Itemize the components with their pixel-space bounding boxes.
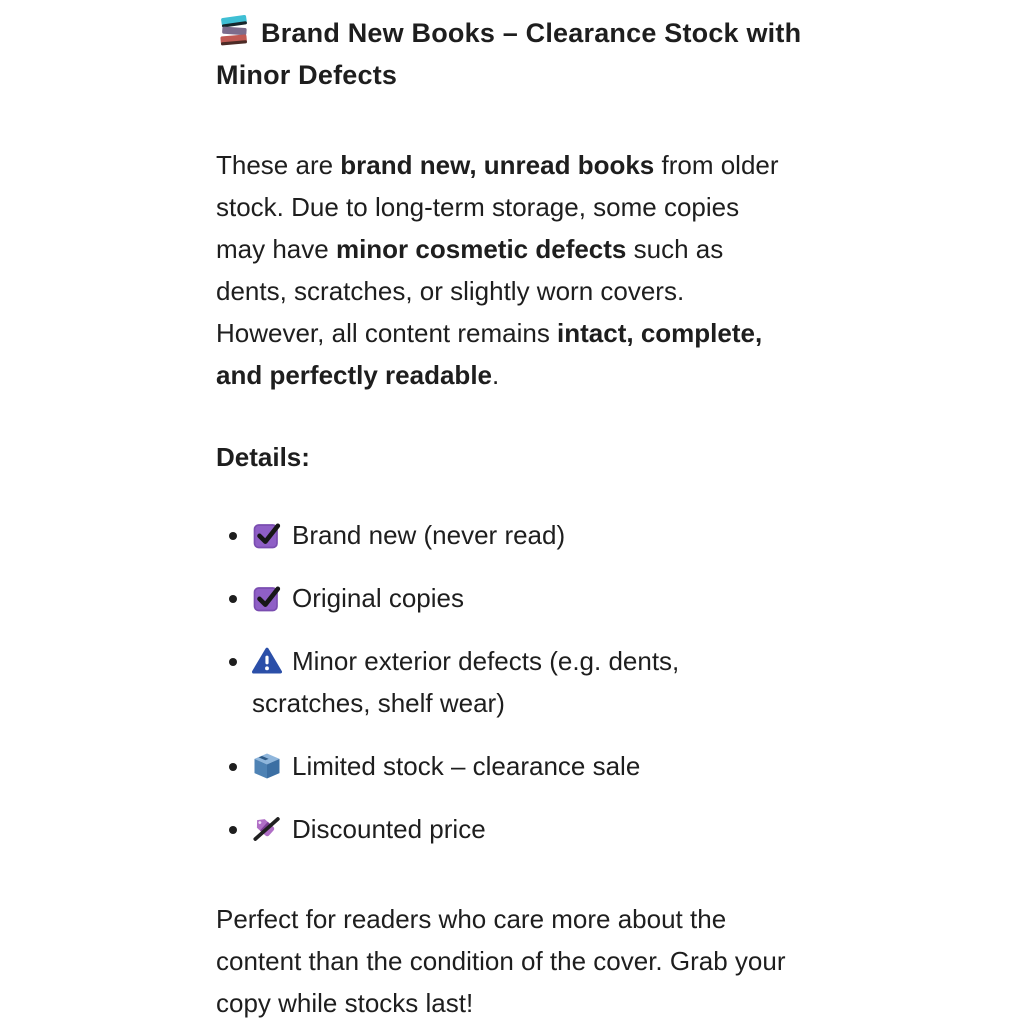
checkbox-icon: [252, 583, 282, 613]
intro-segment-bold: minor cosmetic defects: [335, 234, 627, 264]
list-item-text: Limited stock – clearance sale: [292, 751, 641, 781]
product-description: [216, 12, 856, 1024]
books-icon: [216, 12, 252, 48]
page-title-text: Brand New Books – Clearance Stock with Minor Defects: [216, 18, 802, 90]
list-item-original-copies: [252, 577, 778, 619]
checkbox-icon: [252, 520, 282, 550]
warning-icon: [252, 646, 282, 676]
page-title: [216, 12, 836, 96]
intro-segment-bold: intact, complete, and perfectly readable: [216, 318, 763, 390]
package-icon: [252, 751, 282, 781]
list-item-text: Brand new (never read): [292, 520, 566, 550]
list-item-text: Discounted price: [292, 814, 486, 844]
intro-segment-bold: brand new, unread books: [340, 150, 655, 180]
intro-segment: .: [492, 360, 500, 390]
list-item-minor-defects: [252, 640, 778, 724]
intro-paragraph: [216, 144, 782, 396]
outro-paragraph: Perfect for readers who care more about the content than the condition of the cover. Grab your copy while stocks last!: [216, 904, 786, 1018]
list-item-discounted-price: [252, 808, 778, 850]
list-item-limited-stock: [252, 745, 778, 787]
intro-segment: from older stock. Due to long-term storage, some copies may have: [216, 150, 779, 264]
details-heading: Details:: [216, 442, 310, 472]
details-list: [216, 514, 778, 850]
list-item-text: Original copies: [292, 583, 464, 613]
list-item-text: Minor exterior defects (e.g. dents, scratches, shelf wear): [252, 646, 680, 718]
price-tag-icon: [252, 814, 282, 844]
intro-segment: These are: [216, 150, 341, 180]
list-item-brand-new: [252, 514, 778, 556]
intro-segment: such as dents, scratches, or slightly worn covers. However, all content remains: [216, 234, 724, 348]
